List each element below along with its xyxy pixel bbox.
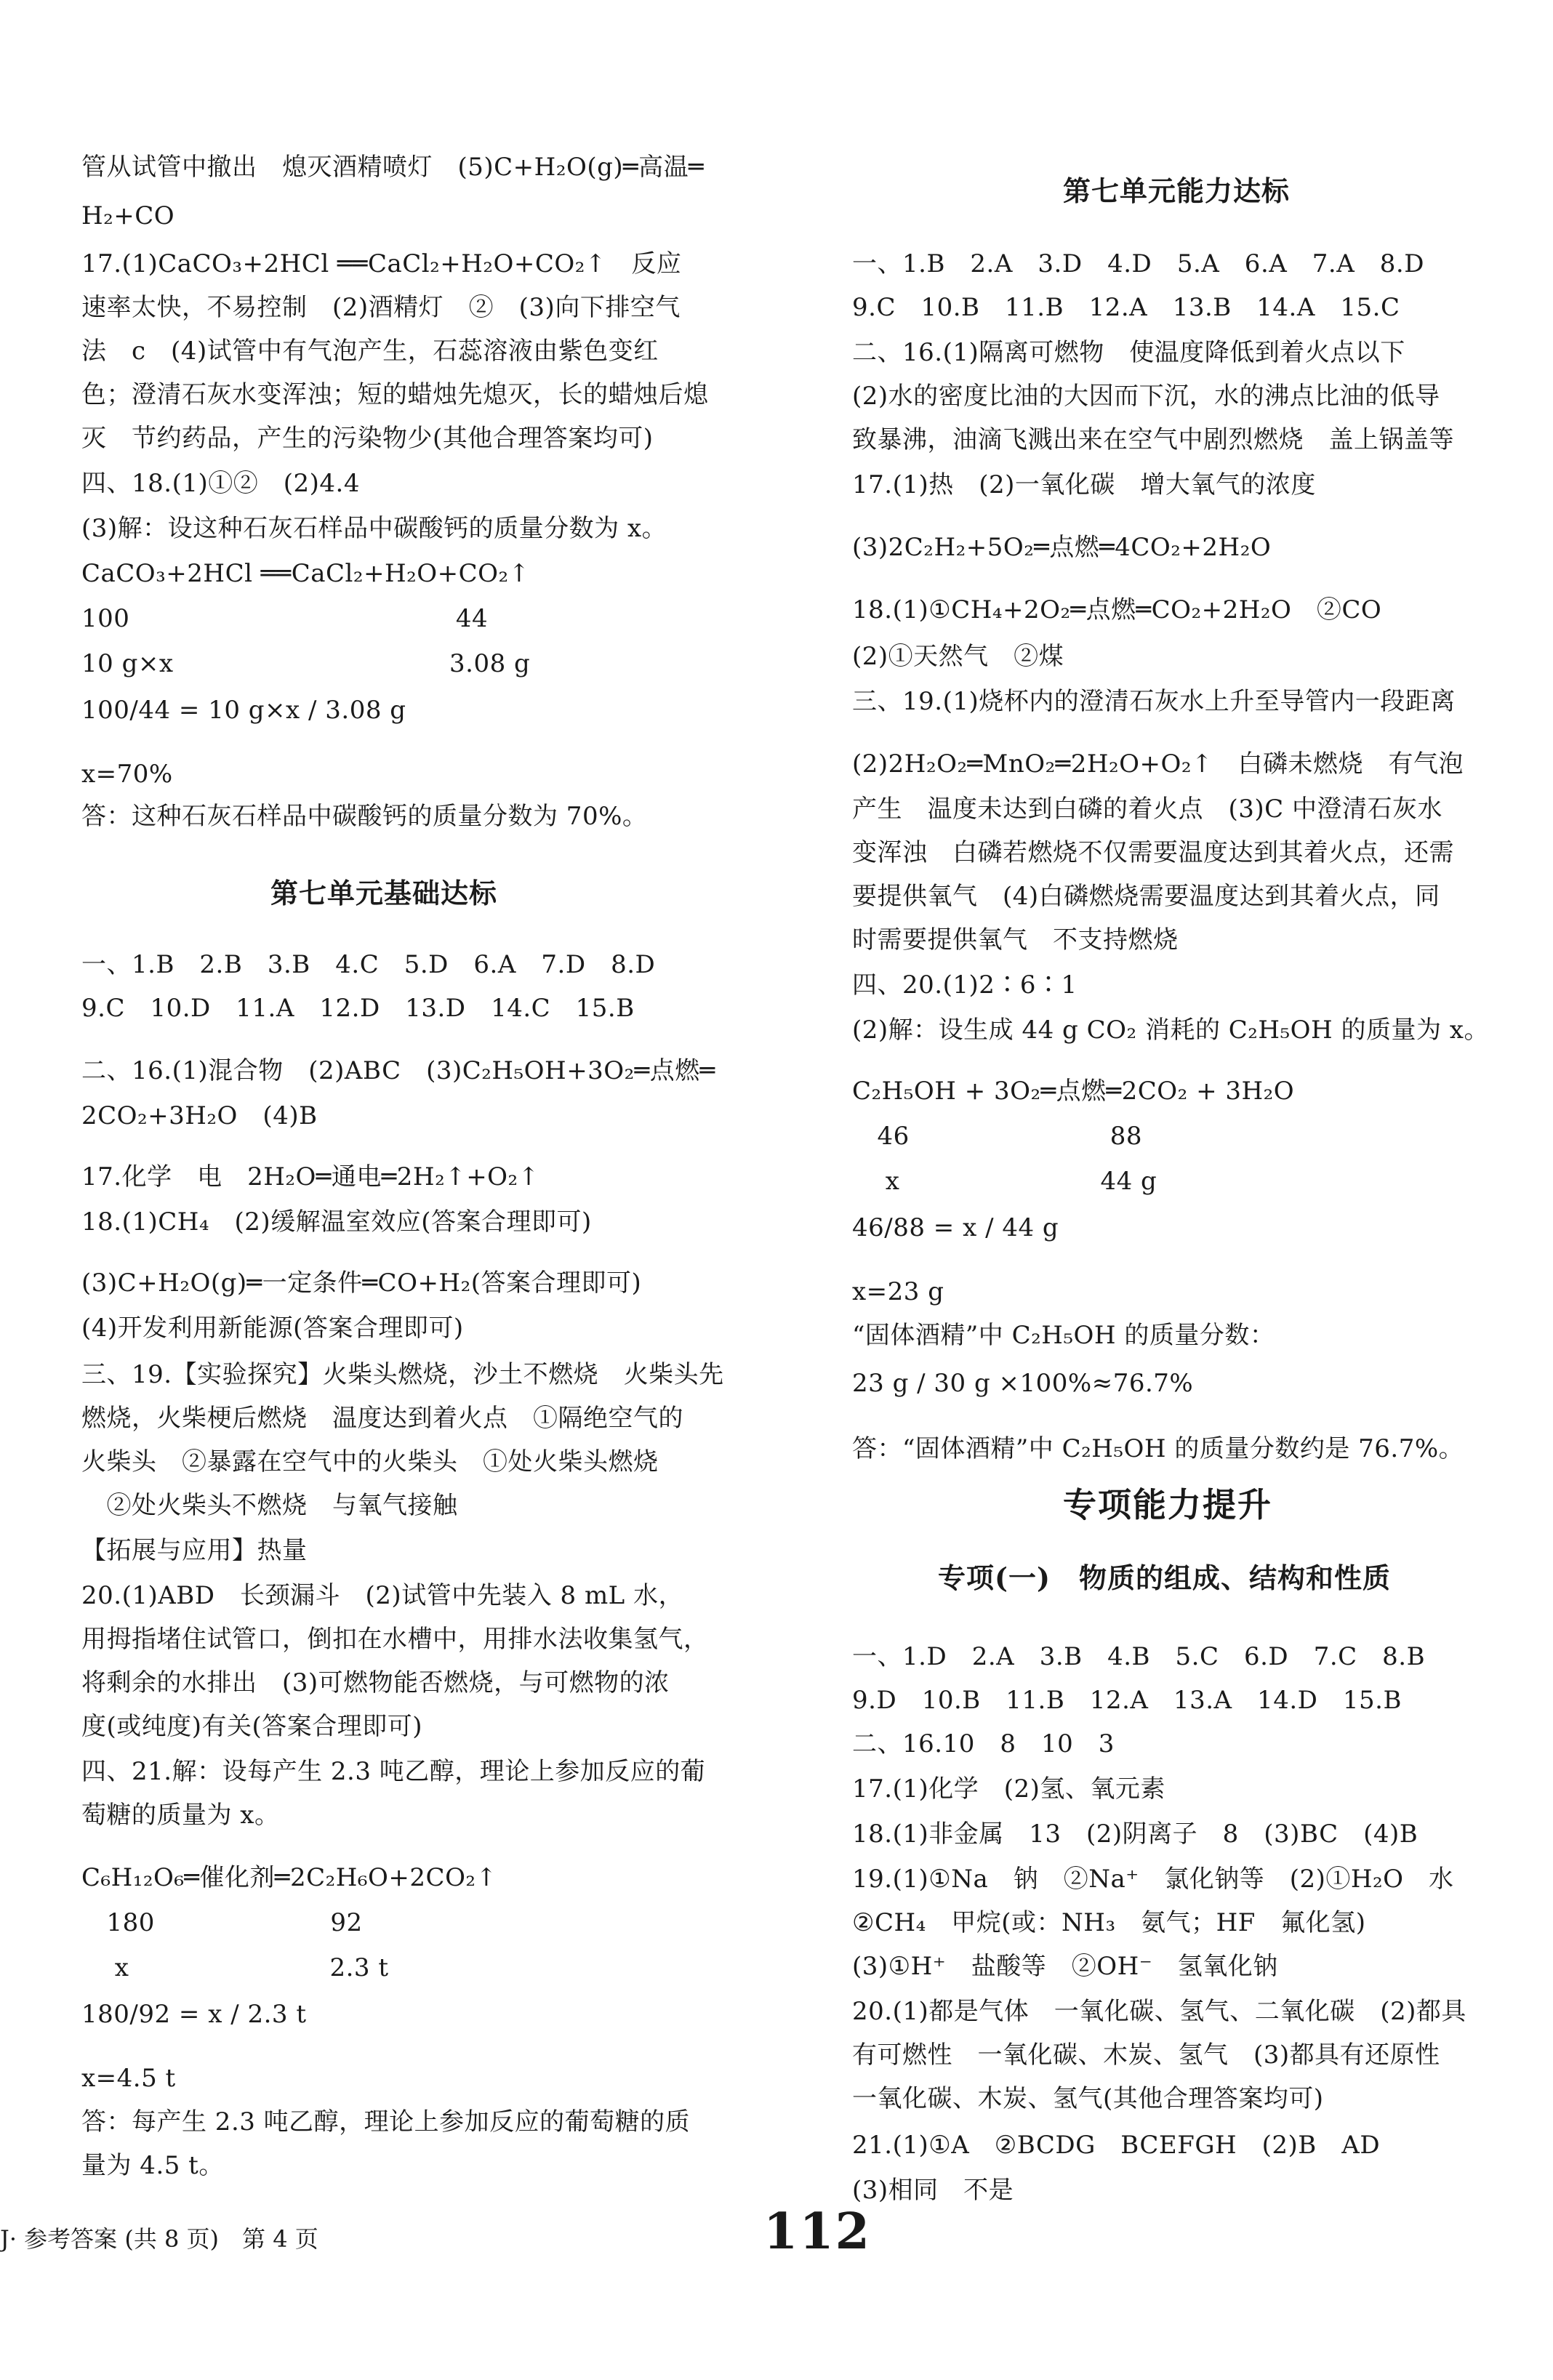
right-answer-line: 9.C 10.B 11.B 12.A 13.B 14.A 15.C	[852, 293, 1400, 322]
left-answer-line: x 2.3 t	[81, 1953, 389, 1982]
left-answer-line: 180 92	[81, 1908, 363, 1937]
right-answer-line: 一、1.B 2.A 3.D 4.D 5.A 6.A 7.A 8.D	[852, 249, 1424, 278]
right-answer-line: 答：“固体酒精”中 C₂H₅OH 的质量分数约是 76.7%。	[852, 1434, 1464, 1463]
left-answer-line: 答：这种石灰石样品中碳酸钙的质量分数为 70%。	[81, 802, 648, 831]
right-answer-line: 46 88	[852, 1122, 1143, 1151]
left-answer-line: 量为 4.5 t。	[81, 2151, 224, 2180]
right-answer-line: 三、19.(1)烧杯内的澄清石灰水上升至导管内一段距离	[852, 687, 1456, 716]
left-answer-line: (4)开发利用新能源(答案合理即可)	[81, 1314, 464, 1343]
right-answer-line: 17.(1)热 (2)一氧化碳 增大氧气的浓度	[852, 470, 1316, 499]
right-answer-line: 18.(1)非金属 13 (2)阴离子 8 (3)BC (4)B	[852, 1820, 1418, 1849]
left-answer-line: 100/44 = 10 g×x / 3.08 g	[81, 696, 406, 725]
left-answer-line: CaCO₃+2HCl ══CaCl₂+H₂O+CO₂↑	[81, 559, 530, 588]
left-answer-line: 速率太快，不易控制 (2)酒精灯 ② (3)向下排空气	[81, 293, 681, 322]
left-answer-line: 色；澄清石灰水变浑浊；短的蜡烛先熄灭，长的蜡烛后熄	[81, 380, 709, 409]
right-answer-line: 23 g / 30 g ×100%≈76.7%	[852, 1369, 1194, 1398]
right-answer-line: (3)①H⁺ 盐酸等 ②OH⁻ 氢氧化钠	[852, 1952, 1278, 1981]
left-answer-line: 法 c (4)试管中有气泡产生，石蕊溶液由紫色变红	[81, 337, 659, 366]
right-answer-line: (2)解：设生成 44 g CO₂ 消耗的 C₂H₅OH 的质量为 x。	[852, 1016, 1489, 1045]
left-answer-line: 【拓展与应用】热量	[81, 1536, 308, 1565]
left-answer-line: 三、19.【实验探究】火柴头燃烧，沙土不燃烧 火柴头先	[81, 1360, 724, 1389]
right-answer-line: 9.D 10.B 11.B 12.A 13.A 14.D 15.B	[852, 1686, 1402, 1715]
right-answer-line: 46/88 = x / 44 g	[852, 1213, 1059, 1242]
left-answer-line: 2CO₂+3H₂O (4)B	[81, 1101, 318, 1130]
right-answer-line: “固体酒精”中 C₂H₅OH 的质量分数：	[852, 1321, 1275, 1350]
left-answer-line: 9.C 10.D 11.A 12.D 13.D 14.C 15.B	[81, 994, 635, 1023]
special-ability-heading: 专项能力提升	[1063, 1485, 1272, 1524]
right-answer-line: 17.(1)化学 (2)氢、氧元素	[852, 1774, 1165, 1804]
right-answer-line: 致暴沸，油滴飞溅出来在空气中剧烈燃烧 盖上锅盖等	[852, 425, 1454, 454]
right-answer-line: C₂H₅OH + 3O₂═点燃═2CO₂ + 3H₂O	[852, 1077, 1295, 1106]
left-answer-line: 四、21.解：设每产生 2.3 吨乙醇，理论上参加反应的葡	[81, 1757, 706, 1786]
right-answer-line: 产生 温度未达到白磷的着火点 (3)C 中澄清石灰水	[852, 795, 1442, 824]
left-answer-line: 火柴头 ②暴露在空气中的火柴头 ①处火柴头燃烧	[81, 1447, 659, 1476]
left-answer-line: 二、16.(1)混合物 (2)ABC (3)C₂H₅OH+3O₂═点燃═	[81, 1056, 715, 1085]
left-answer-line: 用拇指堵住试管口，倒扣在水槽中，用排水法收集氢气，	[81, 1625, 709, 1654]
section-heading-unit7-ability: 第七单元能力达标	[1063, 174, 1291, 207]
left-answer-line: 四、18.(1)①② (2)4.4	[81, 469, 360, 498]
left-answer-line: (3)解：设这种石灰石样品中碳酸钙的质量分数为 x。	[81, 514, 667, 543]
right-answer-line: (2)2H₂O₂═MnO₂═2H₂O+O₂↑ 白磷未燃烧 有气泡	[852, 749, 1464, 779]
right-answer-line: ②CH₄ 甲烷(或：NH₃ 氨气；HF 氟化氢)	[852, 1908, 1366, 1937]
right-answer-line: 有可燃性 一氧化碳、木炭、氢气 (3)都具有还原性	[852, 2041, 1440, 2070]
right-answer-line: (2)水的密度比油的大因而下沉，水的沸点比油的低导	[852, 382, 1440, 411]
right-answer-line: (3)相同 不是	[852, 2176, 1014, 2205]
left-answer-line: 答：每产生 2.3 吨乙醇，理论上参加反应的葡萄糖的质	[81, 2107, 691, 2136]
left-answer-line: 20.(1)ABD 长颈漏斗 (2)试管中先装入 8 mL 水，	[81, 1581, 684, 1610]
left-answer-line: 萄糖的质量为 x。	[81, 1801, 280, 1830]
right-answer-line: 二、16.10 8 10 3	[852, 1729, 1115, 1758]
left-answer-line: 100 44	[81, 604, 489, 633]
right-answer-line: (2)①天然气 ②煤	[852, 642, 1064, 671]
right-answer-line: 一氧化碳、木炭、氢气(其他合理答案均可)	[852, 2084, 1324, 2113]
left-answer-line: 一、1.B 2.B 3.B 4.C 5.D 6.A 7.D 8.D	[81, 950, 656, 979]
special-topic-1-heading: 专项(一) 物质的组成、结构和性质	[938, 1561, 1391, 1594]
left-answer-line: ②处火柴头不燃烧 与氧气接触	[81, 1491, 458, 1520]
right-answer-line: 20.(1)都是气体 一氧化碳、氢气、二氧化碳 (2)都具	[852, 1997, 1466, 2026]
left-answer-line: x=70%	[81, 760, 173, 789]
footer-label: J· 参考答案 (共 8 页) 第 4 页	[0, 2225, 318, 2253]
right-answer-line: 19.(1)①Na 钠 ②Na⁺ 氯化钠等 (2)①H₂O 水	[852, 1865, 1454, 1894]
right-answer-line: (3)2C₂H₂+5O₂═点燃═4CO₂+2H₂O	[852, 533, 1272, 562]
right-answer-line: 二、16.(1)隔离可燃物 使温度降低到着火点以下	[852, 338, 1405, 367]
left-answer-line: 10 g×x 3.08 g	[81, 649, 531, 678]
left-answer-line: x=4.5 t	[81, 2064, 176, 2093]
left-answer-line: (3)C+H₂O(g)═一定条件═CO+H₂(答案合理即可)	[81, 1269, 642, 1298]
section-heading-unit7-basic: 第七单元基础达标	[270, 877, 498, 909]
left-answer-line: C₆H₁₂O₆═催化剂═2C₂H₆O+2CO₂↑	[81, 1863, 497, 1892]
left-answer-line: 将剩余的水排出 (3)可燃物能否燃烧，与可燃物的浓	[81, 1668, 670, 1697]
page-number: 112	[763, 2203, 871, 2261]
left-answer-line: 17.化学 电 2H₂O═通电═2H₂↑+O₂↑	[81, 1162, 539, 1191]
right-answer-line: 时需要提供氧气 不支持燃烧	[852, 925, 1179, 954]
left-answer-line: 180/92 = x / 2.3 t	[81, 2000, 307, 2029]
right-answer-line: x=23 g	[852, 1277, 944, 1306]
left-answer-line: 灭 节约药品，产生的污染物少(其他合理答案均可)	[81, 424, 654, 453]
right-answer-line: x 44 g	[852, 1167, 1157, 1196]
left-answer-line: 17.(1)CaCO₃+2HCl ══CaCl₂+H₂O+CO₂↑ 反应	[81, 249, 682, 278]
right-answer-line: 四、20.(1)2∶6∶1	[852, 970, 1078, 1000]
right-answer-line: 要提供氧气 (4)白磷燃烧需要温度达到其着火点，同	[852, 882, 1440, 911]
left-answer-line: 18.(1)CH₄ (2)缓解温室效应(答案合理即可)	[81, 1207, 592, 1237]
right-answer-line: 一、1.D 2.A 3.B 4.B 5.C 6.D 7.C 8.B	[852, 1642, 1426, 1671]
right-answer-line: 21.(1)①A ②BCDG BCEFGH (2)B AD	[852, 2131, 1381, 2160]
right-answer-line: 18.(1)①CH₄+2O₂═点燃═CO₂+2H₂O ②CO	[852, 595, 1382, 624]
left-answer-line: 管从试管中撤出 熄灭酒精喷灯 (5)C+H₂O(g)═高温═	[81, 153, 705, 182]
right-answer-line: 变浑浊 白磷若燃烧不仅需要温度达到其着火点，还需	[852, 838, 1454, 867]
left-answer-line: H₂+CO	[81, 201, 175, 230]
left-answer-line: 燃烧，火柴梗后燃烧 温度达到着火点 ①隔绝空气的	[81, 1404, 683, 1433]
left-answer-line: 度(或纯度)有关(答案合理即可)	[81, 1712, 423, 1741]
